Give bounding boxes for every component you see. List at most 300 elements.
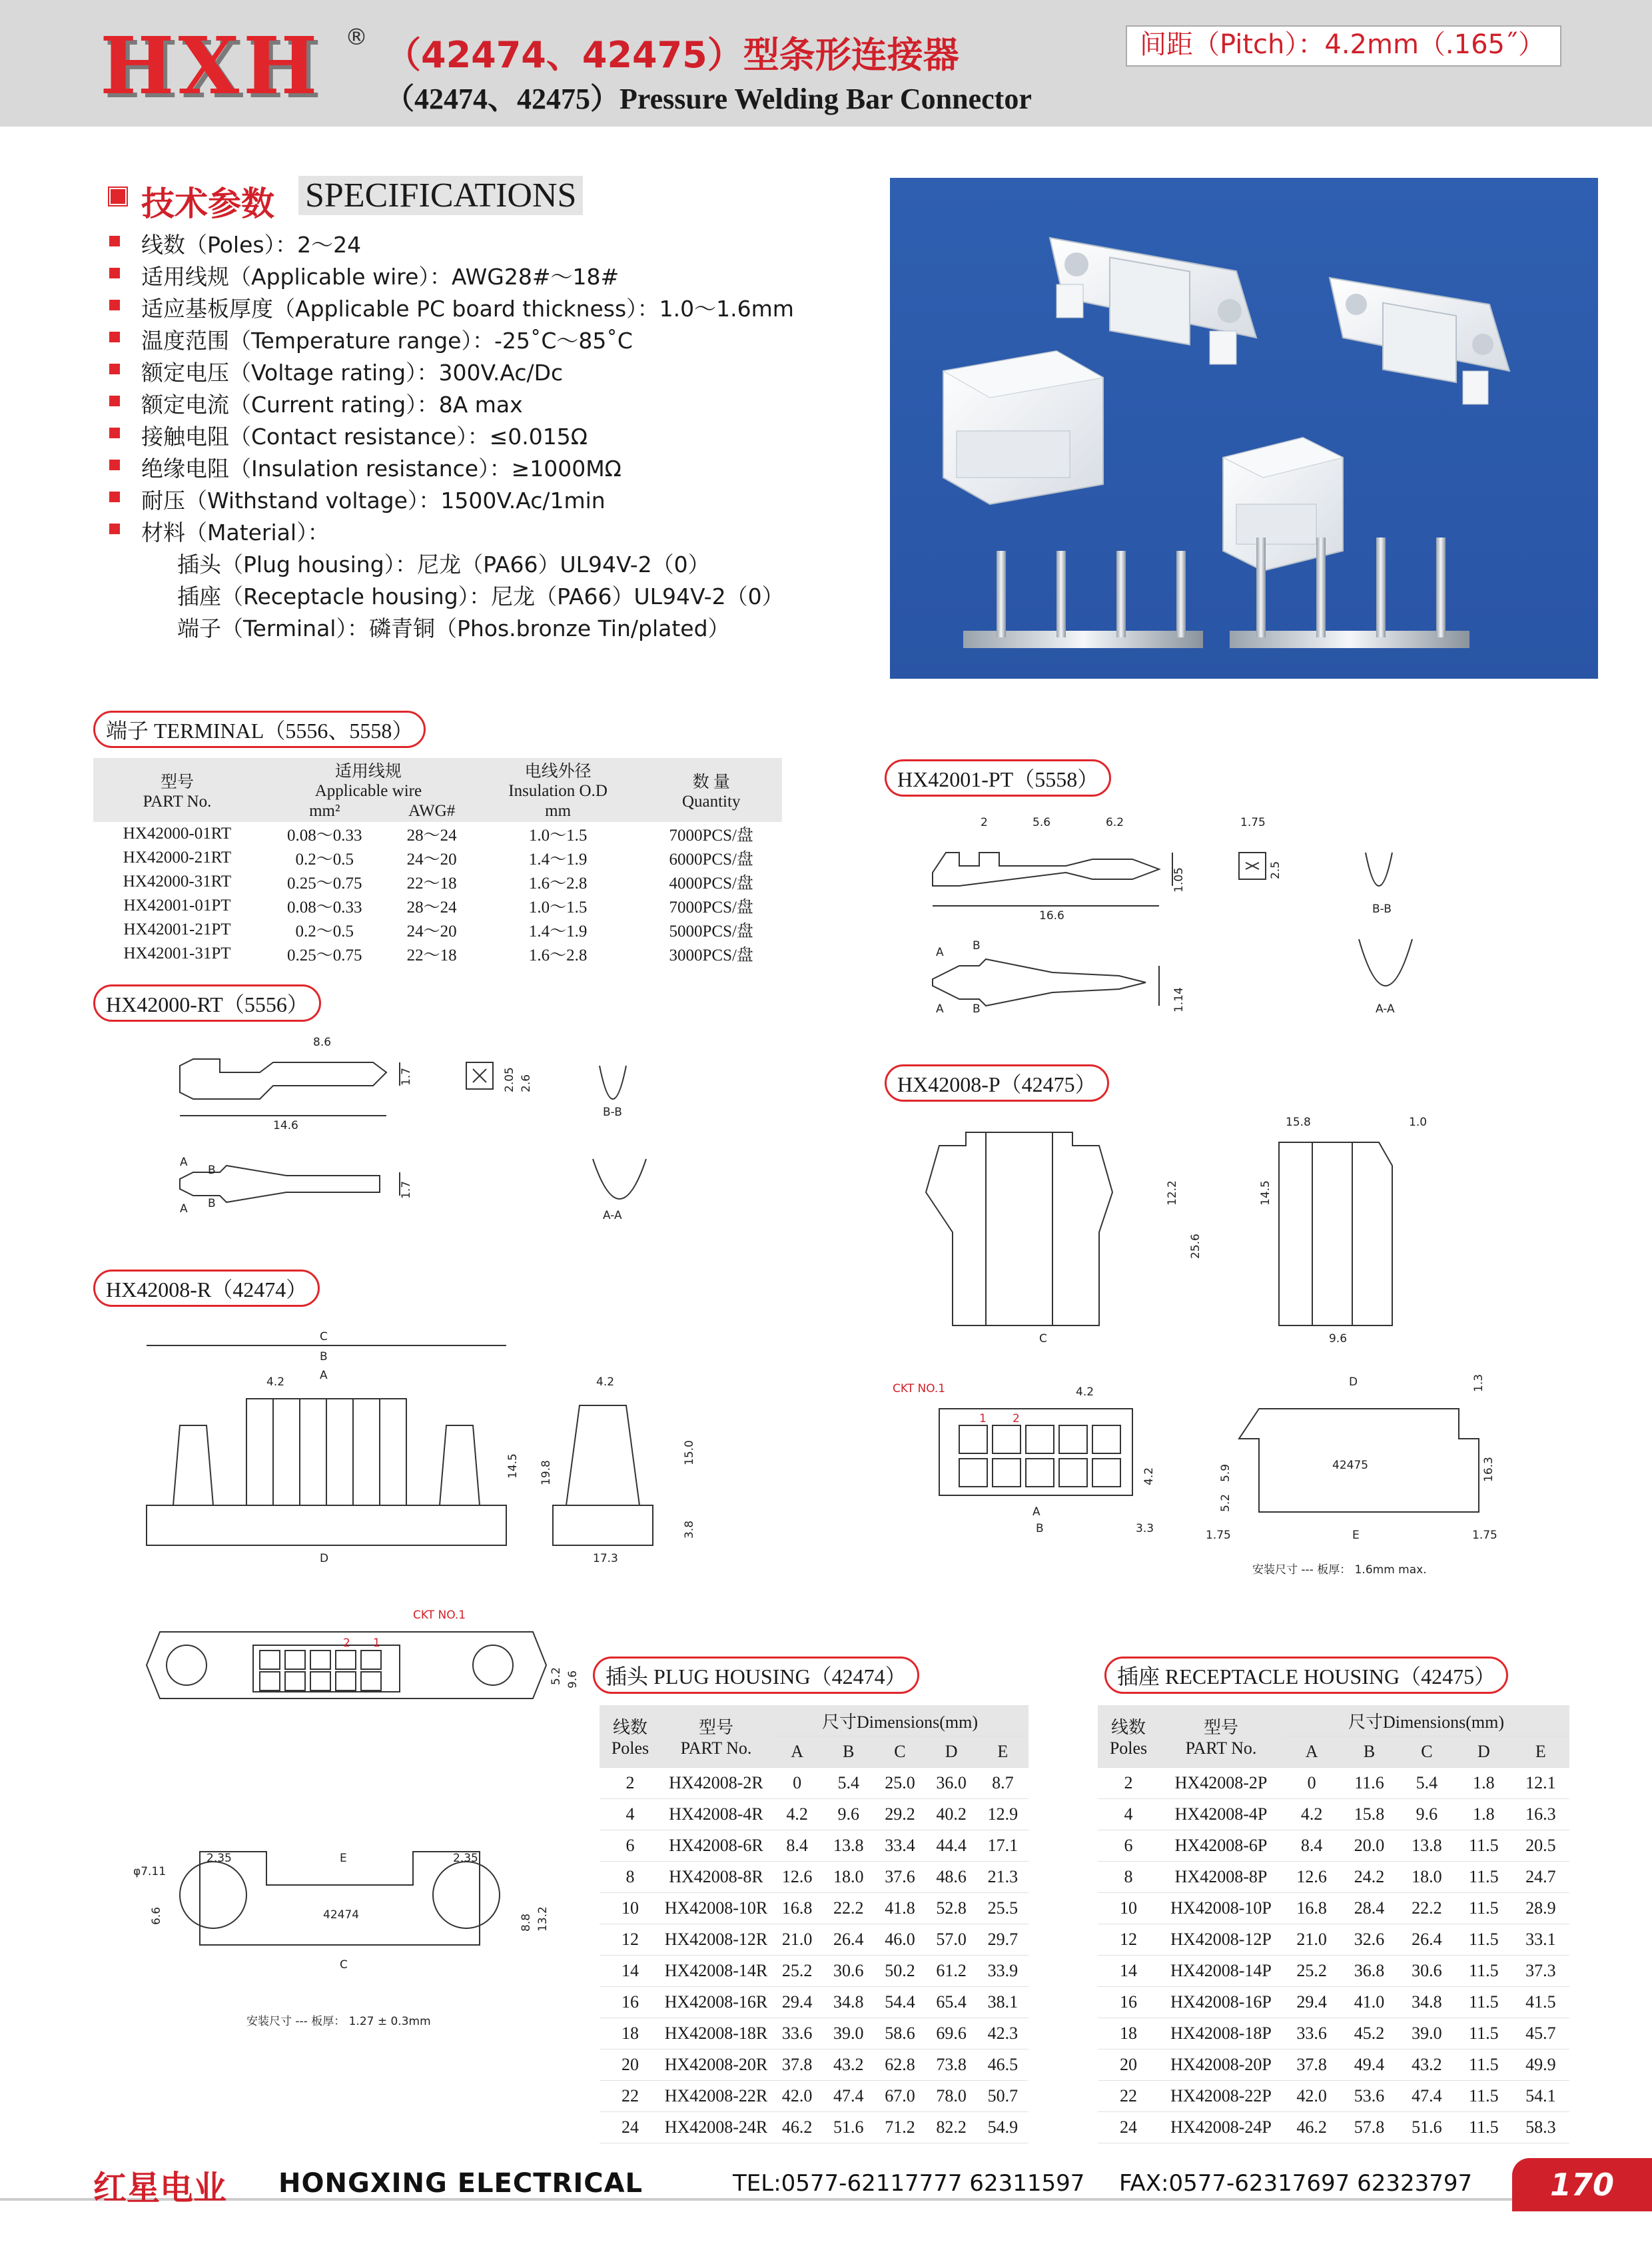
p-dim-4-2-side: 4.2 <box>1142 1467 1156 1485</box>
table-cell: 5.4 <box>823 1768 874 1799</box>
table-cell: 28.4 <box>1340 1893 1398 1924</box>
table-cell: 11.5 <box>1455 1830 1512 1862</box>
rec-th-dims: 尺寸Dimensions(mm) <box>1283 1705 1569 1736</box>
table-cell: 51.6 <box>823 2112 874 2143</box>
pt-dim-1-75: 1.75 <box>1240 816 1266 829</box>
table-cell: 43.2 <box>1398 2050 1455 2081</box>
table-cell: 45.7 <box>1512 2018 1569 2050</box>
pt-drawing-label: HX42001-PT（5558） <box>885 759 1111 797</box>
table-cell: 42.0 <box>1283 2081 1340 2112</box>
table-cell: 1.8 <box>1455 1768 1512 1799</box>
table-cell: 24 <box>1098 2112 1159 2143</box>
table-cell: 12.6 <box>1283 1862 1340 1893</box>
table-cell: 22 <box>1098 2081 1159 2112</box>
r-dim-d: D <box>320 1552 329 1565</box>
r-dim-b: B <box>320 1350 328 1363</box>
p-dim-16-3: 16.3 <box>1482 1457 1495 1482</box>
table-cell: 28～24 <box>388 894 476 918</box>
table-cell: 28～24 <box>388 822 476 846</box>
table-cell: 26.4 <box>823 1924 874 1956</box>
r-dim-4-2-left: 4.2 <box>266 1375 285 1389</box>
table-cell: 41.5 <box>1512 1987 1569 2018</box>
table-cell: 33.4 <box>874 1830 925 1862</box>
table-cell: 2 <box>1098 1768 1159 1799</box>
table-cell: 57.0 <box>926 1924 977 1956</box>
table-row <box>1098 1956 1569 1987</box>
plug-th-poles: 线数 Poles <box>600 1705 661 1768</box>
spec-item: 额定电压（Voltage rating）：300V.Ac/Dc <box>141 360 564 386</box>
table-cell: 7000PCS/盘 <box>640 894 782 918</box>
table-cell: 44.4 <box>926 1830 977 1862</box>
table-cell: HX42008-4P <box>1159 1799 1283 1830</box>
table-cell: 42.3 <box>977 2018 1029 2050</box>
table-cell: 52.8 <box>926 1893 977 1924</box>
table-cell: 8.7 <box>977 1768 1029 1799</box>
spec-bullet <box>109 300 120 310</box>
table-cell: 6 <box>1098 1830 1159 1862</box>
table-cell: 41.0 <box>1340 1987 1398 2018</box>
table-row <box>600 1768 1029 1799</box>
table-cell: 24～20 <box>388 846 476 870</box>
table-cell: 20 <box>1098 2050 1159 2081</box>
table-cell: 0.08～0.33 <box>261 894 388 918</box>
table-cell: 12.9 <box>977 1799 1029 1830</box>
table-cell: HX42008-24R <box>661 2112 771 2143</box>
table-cell: 38.1 <box>977 1987 1029 2018</box>
rt-dim-14-6: 14.6 <box>273 1119 298 1132</box>
p-drawing-label: HX42008-P（42475） <box>885 1064 1109 1102</box>
table-cell: 40.2 <box>926 1799 977 1830</box>
rt-dim-2-05: 2.05 <box>503 1067 516 1092</box>
pt-dim-1-14: 1.14 <box>1172 987 1186 1012</box>
r-dim-14-5: 14.5 <box>506 1453 520 1479</box>
table-cell: HX42008-22P <box>1159 2081 1283 2112</box>
receptacle-table-label: 插座 RECEPTACLE HOUSING（42475） <box>1104 1657 1508 1694</box>
table-cell: HX42001-01PT <box>93 894 261 918</box>
table-row <box>93 942 782 966</box>
spec-bullet <box>109 460 120 470</box>
p-dim-b: B <box>1036 1522 1044 1535</box>
table-row <box>93 822 782 846</box>
table-cell: HX42008-10P <box>1159 1893 1283 1924</box>
rt-section-aa: A-A <box>603 1209 622 1222</box>
r-dim-8-8: 8.8 <box>520 1913 533 1932</box>
footer-brand-en: HONGXING ELECTRICAL <box>278 2168 643 2199</box>
table-row <box>1098 1862 1569 1893</box>
spec-item: 适应基板厚度（Applicable PC board thickness）：1.0～1.6mm <box>141 296 794 322</box>
table-cell: 16 <box>1098 1987 1159 2018</box>
r-dim-a: A <box>320 1369 328 1382</box>
table-cell: 22～18 <box>388 942 476 966</box>
table-row <box>1098 2018 1569 2050</box>
table-cell: 1.6～2.8 <box>476 870 641 894</box>
footer-brand-cn: 红星电业 <box>93 2169 226 2207</box>
table-cell: 13.8 <box>823 1830 874 1862</box>
r-dim-2-35-left: 2.35 <box>206 1852 232 1865</box>
table-cell: 48.6 <box>926 1862 977 1893</box>
table-cell: 22 <box>600 2081 661 2112</box>
footer-divider <box>0 2198 1652 2201</box>
table-cell: 20 <box>600 2050 661 2081</box>
table-cell: 24.7 <box>1512 1862 1569 1893</box>
spec-item: 温度范围（Temperature range）：-25˚C～85˚C <box>141 328 633 354</box>
table-cell: 16.8 <box>771 1893 823 1924</box>
table-row <box>93 870 782 894</box>
p-dim-14-5: 14.5 <box>1259 1180 1272 1206</box>
p-mount-note: 安装尺寸 --- 板厚： 1.6mm max. <box>1252 1563 1427 1577</box>
table-cell: 0.08～0.33 <box>261 822 388 846</box>
table-cell: HX42008-14R <box>661 1956 771 1987</box>
table-cell: HX42008-6R <box>661 1830 771 1862</box>
rt-drawing-label: HX42000-RT（5556） <box>93 984 321 1022</box>
table-cell: HX42000-01RT <box>93 822 261 846</box>
table-cell: 3000PCS/盘 <box>640 942 782 966</box>
spec-bullet <box>109 332 120 342</box>
th-od-mm: mm <box>476 801 641 822</box>
p-dim-9-6: 9.6 <box>1329 1332 1348 1345</box>
receptacle-housing-large <box>943 351 1103 504</box>
table-row <box>600 1924 1029 1956</box>
r-part-42474: 42474 <box>323 1908 360 1922</box>
table-cell: HX42008-18P <box>1159 2018 1283 2050</box>
table-row <box>1098 2081 1569 2112</box>
table-cell: HX42008-16P <box>1159 1987 1283 2018</box>
table-cell: 29.7 <box>977 1924 1029 1956</box>
table-cell: 11.5 <box>1455 1987 1512 2018</box>
table-cell: 36.8 <box>1340 1956 1398 1987</box>
table-row <box>93 918 782 942</box>
r-dim-15-0: 15.0 <box>683 1440 696 1465</box>
table-cell: 42.0 <box>771 2081 823 2112</box>
table-cell: 39.0 <box>1398 2018 1455 2050</box>
table-cell: HX42008-4R <box>661 1799 771 1830</box>
table-cell: 4000PCS/盘 <box>640 870 782 894</box>
table-cell: 33.9 <box>977 1956 1029 1987</box>
table-cell: 12.1 <box>1512 1768 1569 1799</box>
th-qty: 数 量 Quantity <box>640 758 782 822</box>
plug-table <box>600 1705 1029 2143</box>
table-cell: 11.5 <box>1455 1924 1512 1956</box>
table-cell: 71.2 <box>874 2112 925 2143</box>
table-cell: 37.8 <box>771 2050 823 2081</box>
table-cell: 24.2 <box>1340 1862 1398 1893</box>
table-cell: 29.4 <box>771 1987 823 2018</box>
r-drawing-label: HX42008-R（42474） <box>93 1270 320 1307</box>
table-cell: 21.0 <box>771 1924 823 1956</box>
table-cell: 18.0 <box>823 1862 874 1893</box>
table-cell: 15.8 <box>1340 1799 1398 1830</box>
dim-col-header: B <box>823 1736 874 1768</box>
material-item: 插座（Receptacle housing）：尼龙（PA66）UL94V-2（0） <box>177 583 784 609</box>
rt-dim-1-7-bottom: 1.7 <box>400 1180 413 1199</box>
terminal-strip-right <box>1230 538 1469 648</box>
table-cell: 49.9 <box>1512 2050 1569 2081</box>
table-cell: 62.8 <box>874 2050 925 2081</box>
p-dim-a: A <box>1032 1505 1040 1519</box>
table-cell: 58.3 <box>1512 2112 1569 2143</box>
pt-section-aa: A-A <box>1376 1002 1395 1016</box>
r-dim-e: E <box>340 1852 347 1865</box>
dim-col-header: E <box>1512 1736 1569 1768</box>
r-dim-4-2-right: 4.2 <box>596 1375 615 1389</box>
brand-logo: HXH <box>100 19 322 112</box>
table-cell: 9.6 <box>823 1799 874 1830</box>
table-row <box>1098 2050 1569 2081</box>
table-cell: 39.0 <box>823 2018 874 2050</box>
terminal-section-label: 端子 TERMINAL（5556、5558） <box>93 711 426 748</box>
table-cell: 16 <box>600 1987 661 2018</box>
r-ckt-no1: CKT NO.1 <box>413 1609 466 1622</box>
table-cell: 37.6 <box>874 1862 925 1893</box>
p-ckt-1: 1 <box>979 1412 987 1425</box>
th-wire: 适用线规 Applicable wire <box>261 758 476 801</box>
table-cell: 82.2 <box>926 2112 977 2143</box>
r-dim-9-6: 9.6 <box>566 1670 580 1688</box>
pt-marker-b1: B <box>973 939 981 952</box>
table-cell: 78.0 <box>926 2081 977 2112</box>
r-dim-19-8: 19.8 <box>540 1460 553 1485</box>
table-cell: 24 <box>600 2112 661 2143</box>
table-cell: 16.8 <box>1283 1893 1340 1924</box>
table-cell: 18 <box>600 2018 661 2050</box>
table-row <box>1098 1893 1569 1924</box>
pt-marker-a2: A <box>936 1002 944 1016</box>
r-dim-6-6: 6.6 <box>150 1906 163 1925</box>
table-cell: 20.5 <box>1512 1830 1569 1862</box>
table-cell: 22.2 <box>1398 1893 1455 1924</box>
p-dim-1-3: 1.3 <box>1472 1373 1485 1392</box>
p-dim-d: D <box>1349 1375 1358 1389</box>
p-ckt-2: 2 <box>1013 1412 1020 1425</box>
table-cell: 0.25～0.75 <box>261 870 388 894</box>
table-cell: 30.6 <box>1398 1956 1455 1987</box>
table-cell: 0.2～0.5 <box>261 918 388 942</box>
rt-marker-b2: B <box>208 1197 216 1210</box>
th-part: 型号 PART No. <box>93 758 261 822</box>
rt-dim-8-6: 8.6 <box>313 1036 332 1049</box>
pt-marker-b2: B <box>973 1002 981 1016</box>
pt-section-bb: B-B <box>1372 903 1392 916</box>
pitch-label: 间距（Pitch）：4.2mm（.165˝） <box>1140 29 1545 60</box>
table-row <box>600 1862 1029 1893</box>
spec-item: 绝缘电阻（Insulation resistance）：≥1000MΩ <box>141 456 621 482</box>
table-cell: 1.4～1.9 <box>476 846 641 870</box>
table-cell: 33.1 <box>1512 1924 1569 1956</box>
table-cell: 47.4 <box>1398 2081 1455 2112</box>
table-cell: 4.2 <box>1283 1799 1340 1830</box>
table-cell: HX42008-24P <box>1159 2112 1283 2143</box>
p-dim-1-0: 1.0 <box>1409 1116 1428 1129</box>
r-dim-3-8: 3.8 <box>683 1520 696 1539</box>
table-cell: 58.6 <box>874 2018 925 2050</box>
table-cell: 33.6 <box>1283 2018 1340 2050</box>
plug-table-label: 插头 PLUG HOUSING（42474） <box>593 1657 919 1694</box>
table-cell: 16.3 <box>1512 1799 1569 1830</box>
table-row <box>600 1956 1029 1987</box>
r-dim-5-2: 5.2 <box>550 1667 563 1685</box>
spec-bullet <box>109 524 120 534</box>
registered-mark: ® <box>345 24 368 51</box>
r-ckt-1: 1 <box>373 1637 380 1650</box>
r-plug-footprint <box>133 1605 586 2045</box>
p-receptacle-drawing <box>886 1112 1519 1592</box>
table-cell: 46.2 <box>771 2112 823 2143</box>
plug-th-dims: 尺寸Dimensions(mm) <box>771 1705 1029 1736</box>
page-title-en: （42474、42475）Pressure Welding Bar Connector <box>385 83 1032 115</box>
table-cell: 67.0 <box>874 2081 925 2112</box>
table-row <box>600 2081 1029 2112</box>
receptacle-table <box>1098 1705 1569 2143</box>
table-row <box>600 1987 1029 2018</box>
table-cell: 61.2 <box>926 1956 977 1987</box>
table-cell: HX42000-31RT <box>93 870 261 894</box>
table-cell: HX42008-20P <box>1159 2050 1283 2081</box>
table-cell: HX42008-8R <box>661 1862 771 1893</box>
spec-bullet <box>109 236 120 246</box>
table-cell: 36.0 <box>926 1768 977 1799</box>
pt-dim-2-5: 2.5 <box>1269 861 1282 879</box>
spec-bullet <box>109 268 120 278</box>
table-cell: HX42000-21RT <box>93 846 261 870</box>
table-cell: 5000PCS/盘 <box>640 918 782 942</box>
table-cell: 11.5 <box>1455 2081 1512 2112</box>
table-cell: 1.0～1.5 <box>476 894 641 918</box>
dim-col-header: D <box>926 1736 977 1768</box>
th-awg: AWG# <box>388 801 476 822</box>
table-cell: 25.0 <box>874 1768 925 1799</box>
p-dim-15-8: 15.8 <box>1286 1116 1311 1129</box>
table-cell: 26.4 <box>1398 1924 1455 1956</box>
table-cell: 46.5 <box>977 2050 1029 2081</box>
rt-marker-a1: A <box>180 1156 188 1169</box>
p-dim-c: C <box>1039 1332 1047 1345</box>
p-dim-1-75-right: 1.75 <box>1472 1529 1497 1542</box>
pt-marker-a1: A <box>936 946 944 959</box>
pt-terminal-drawing <box>919 813 1519 1026</box>
plug-housing-right <box>1330 278 1509 404</box>
table-cell: 4.2 <box>771 1799 823 1830</box>
table-cell: 0 <box>1283 1768 1340 1799</box>
table-cell: 50.7 <box>977 2081 1029 2112</box>
spec-title-cn: 技术参数 <box>141 185 274 223</box>
table-cell: 0 <box>771 1768 823 1799</box>
table-cell: HX42008-6P <box>1159 1830 1283 1862</box>
table-cell: 32.6 <box>1340 1924 1398 1956</box>
table-cell: 22.2 <box>823 1893 874 1924</box>
table-cell: 9.6 <box>1398 1799 1455 1830</box>
rt-marker-a2: A <box>180 1202 188 1216</box>
p-dim-1-75-left: 1.75 <box>1206 1529 1231 1542</box>
table-cell: 24～20 <box>388 918 476 942</box>
r-dim-2-35-right: 2.35 <box>453 1852 478 1865</box>
table-cell: 12 <box>1098 1924 1159 1956</box>
table-cell: 10 <box>600 1893 661 1924</box>
table-cell: HX42008-14P <box>1159 1956 1283 1987</box>
rec-th-part: 型号 PART No. <box>1159 1705 1283 1768</box>
r-dim-c-top: C <box>320 1330 328 1343</box>
table-cell: 51.6 <box>1398 2112 1455 2143</box>
table-cell: 33.6 <box>771 2018 823 2050</box>
table-cell: HX42008-20R <box>661 2050 771 2081</box>
p-dim-3-3: 3.3 <box>1136 1522 1154 1535</box>
table-cell: 34.8 <box>1398 1987 1455 2018</box>
table-cell: 57.8 <box>1340 2112 1398 2143</box>
table-cell: HX42008-8P <box>1159 1862 1283 1893</box>
table-cell: 6 <box>600 1830 661 1862</box>
table-cell: 11.6 <box>1340 1768 1398 1799</box>
dim-col-header: B <box>1340 1736 1398 1768</box>
r-dim-phi: φ7.11 <box>133 1865 167 1878</box>
table-cell: 29.2 <box>874 1799 925 1830</box>
table-cell: 17.1 <box>977 1830 1029 1862</box>
p-dim-5-2: 5.2 <box>1219 1493 1232 1512</box>
table-cell: 47.4 <box>823 2081 874 2112</box>
p-dim-e: E <box>1352 1529 1360 1542</box>
plug-th-part: 型号 PART No. <box>661 1705 771 1768</box>
pt-dim-2: 2 <box>981 816 988 829</box>
spec-item: 额定电流（Current rating）：8A max <box>141 392 523 418</box>
table-cell: 28.9 <box>1512 1893 1569 1924</box>
spec-bullet <box>109 364 120 374</box>
th-od: 电线外径 Insulation O.D <box>476 758 641 801</box>
table-cell: 34.8 <box>823 1987 874 2018</box>
p-dim-25-6: 25.6 <box>1189 1234 1202 1259</box>
spec-bullet <box>109 396 120 406</box>
table-cell: 11.5 <box>1455 2018 1512 2050</box>
dim-col-header: E <box>977 1736 1029 1768</box>
table-cell: 22～18 <box>388 870 476 894</box>
dim-col-header: C <box>1398 1736 1455 1768</box>
table-cell: 1.8 <box>1455 1799 1512 1830</box>
table-cell: 43.2 <box>823 2050 874 2081</box>
table-cell: 2 <box>600 1768 661 1799</box>
table-cell: HX42001-31PT <box>93 942 261 966</box>
footer-fax: FAX:0577-62317697 62323797 <box>1119 2170 1473 2197</box>
page-title-cn: （42474、42475）型条形连接器 <box>385 34 959 76</box>
table-cell: 4 <box>600 1799 661 1830</box>
r-mount-note: 安装尺寸 --- 板厚： 1.27 ± 0.3mm <box>246 2015 431 2028</box>
table-cell: HX42008-10R <box>661 1893 771 1924</box>
rt-dim-1-7-top: 1.7 <box>400 1067 413 1086</box>
table-row <box>1098 1924 1569 1956</box>
table-cell: 21.0 <box>1283 1924 1340 1956</box>
rt-marker-b1: B <box>208 1164 216 1177</box>
terminal-strip-left <box>963 551 1203 648</box>
spec-title-marker <box>109 188 127 205</box>
th-mm2: mm² <box>261 801 388 822</box>
terminal-table <box>93 758 782 966</box>
p-cavity-grid <box>959 1425 1120 1487</box>
table-cell: 18.0 <box>1398 1862 1455 1893</box>
pt-dim-1-05: 1.05 <box>1172 867 1186 893</box>
table-cell: HX42008-12R <box>661 1924 771 1956</box>
pt-dim-16-6: 16.6 <box>1039 909 1064 923</box>
table-row <box>1098 1768 1569 1799</box>
table-cell: 1.4～1.9 <box>476 918 641 942</box>
table-cell: 46.2 <box>1283 2112 1340 2143</box>
table-row <box>1098 1799 1569 1830</box>
dim-col-header: A <box>771 1736 823 1768</box>
table-cell: 8.4 <box>771 1830 823 1862</box>
table-cell: 7000PCS/盘 <box>640 822 782 846</box>
table-cell: 54.4 <box>874 1987 925 2018</box>
page-number: 170 <box>1549 2167 1615 2203</box>
table-cell: 13.8 <box>1398 1830 1455 1862</box>
table-cell: 0.2～0.5 <box>261 846 388 870</box>
table-row <box>1098 1987 1569 2018</box>
plug-housing-left <box>1050 238 1256 364</box>
footer-tel: TEL:0577-62117777 62311597 <box>733 2170 1085 2197</box>
